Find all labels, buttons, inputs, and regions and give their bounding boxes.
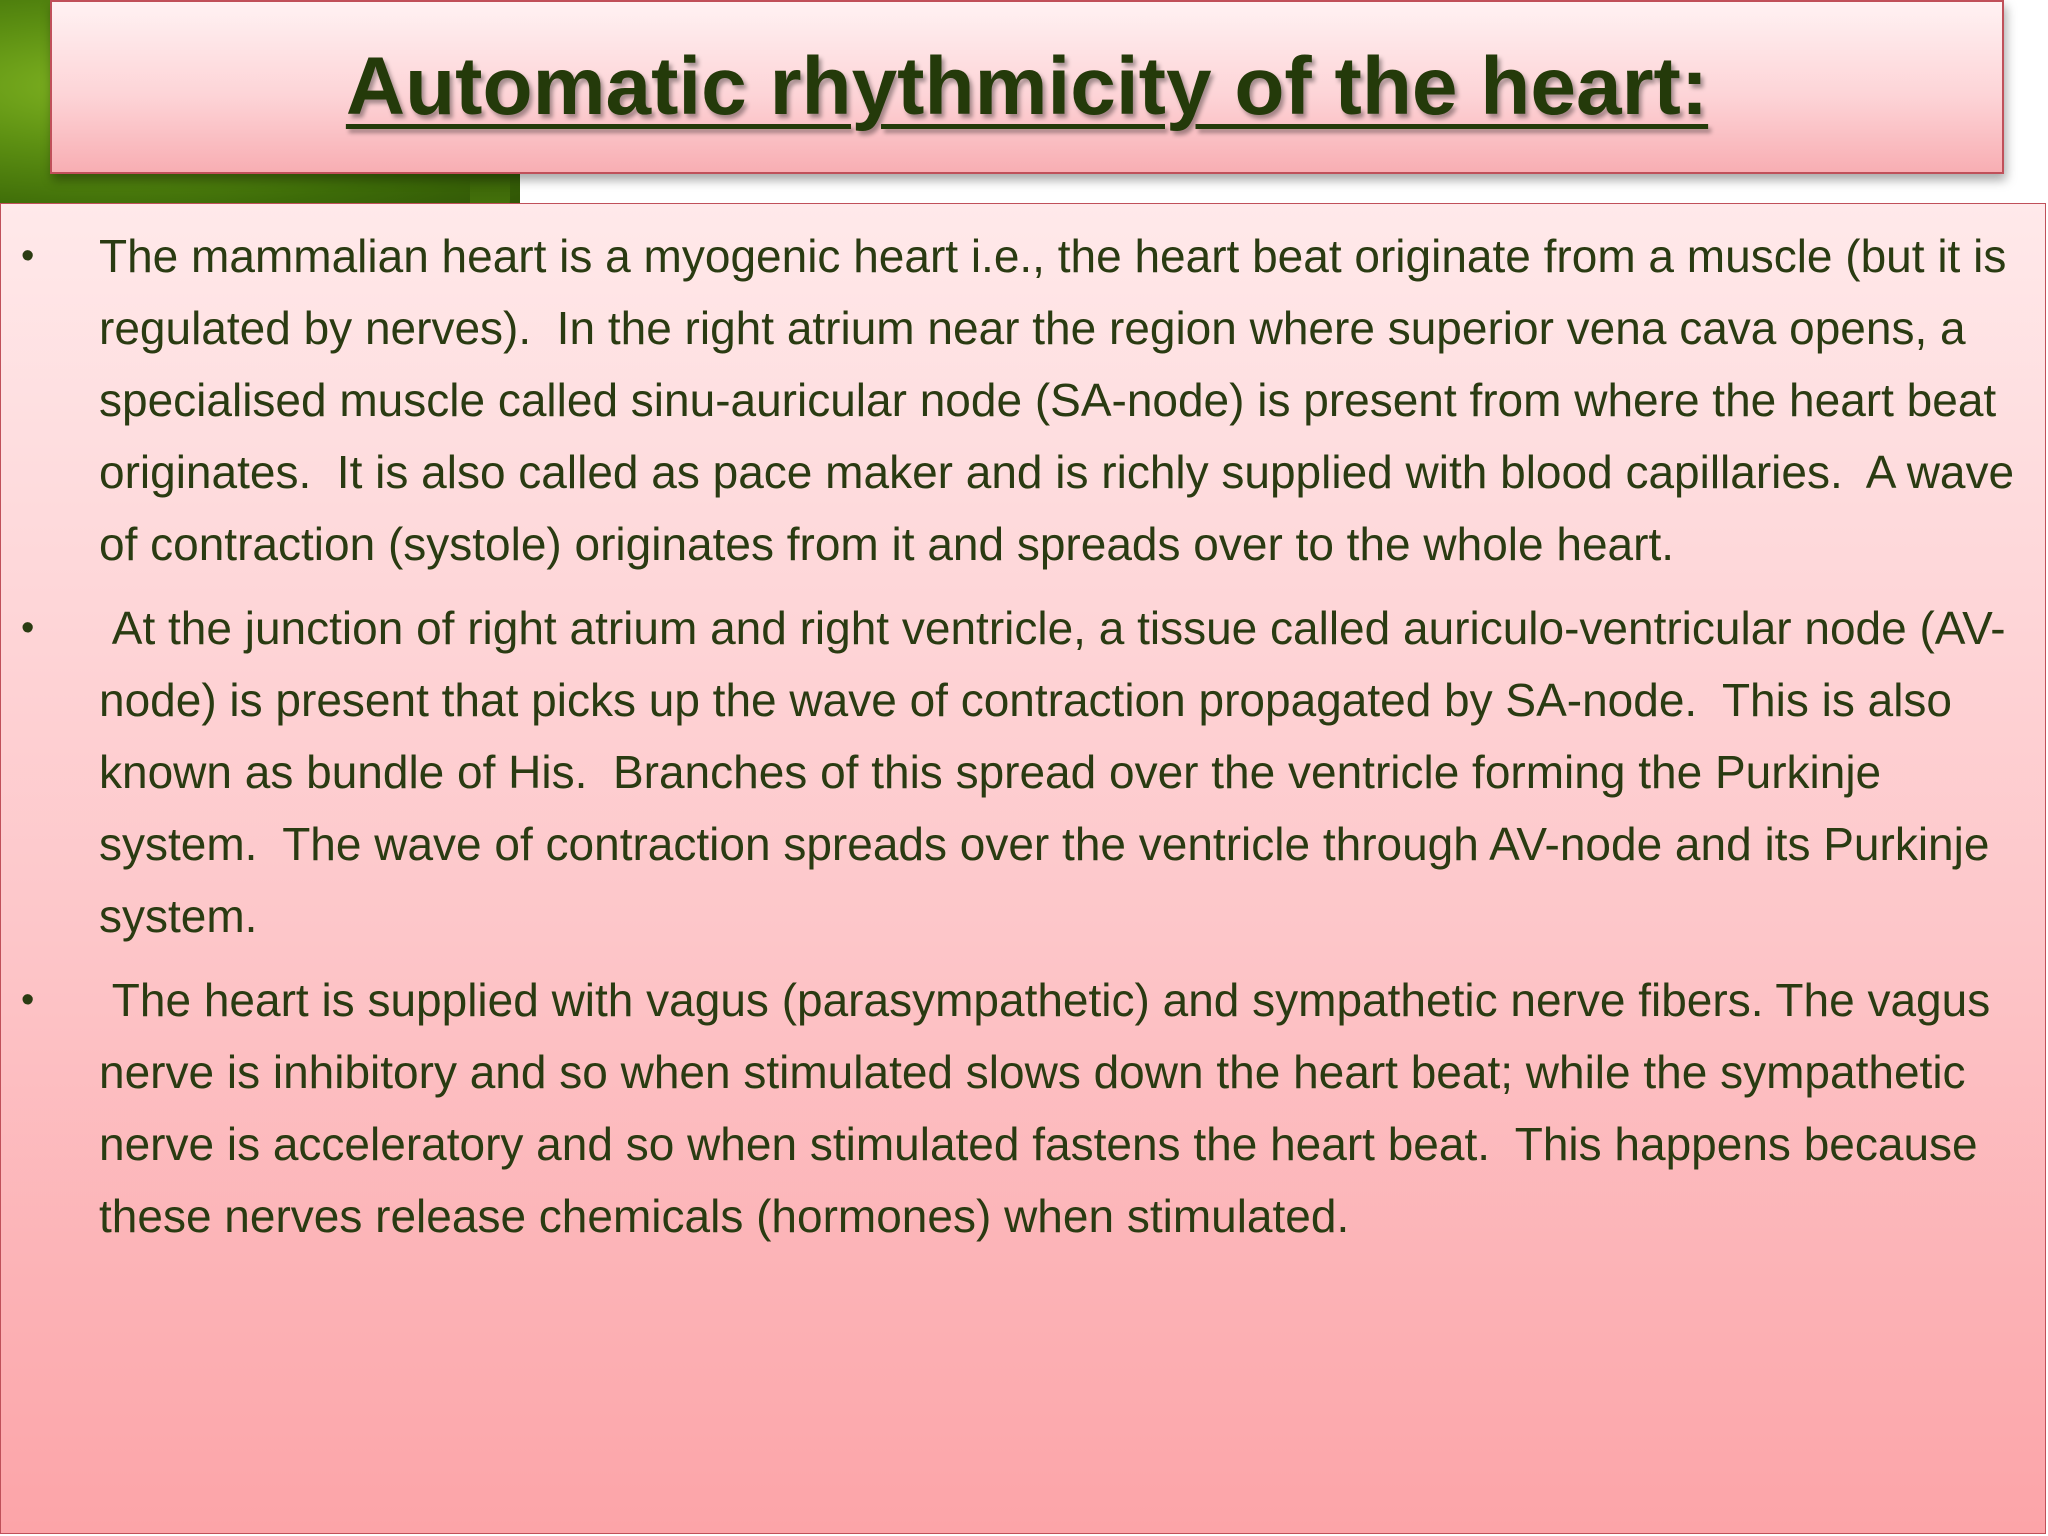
- content-panel: [0, 203, 2046, 1534]
- bullet-text: At the junction of right atrium and right ventricle, a tissue called auriculo-ventricular node (AV-node) is present that picks up the wave of contraction propagated by SA-node. This is also known as bundle of His. Branches of this spread over the ventricle forming the Purkinje system. The wave of contraction spreads over the ventricle through AV-node and its Purkinje system.: [99, 602, 2006, 942]
- slide-title: Automatic rhythmicity of the heart:: [345, 41, 1709, 132]
- bullet-text: The mammalian heart is a myogenic heart i.e., the heart beat originate from a muscle (but it is regulated by nerves). In the right atrium near the region where superior vena cava opens, a specialised muscle called sinu-auricular node (SA-node) is present from where the heart beat originates. It is also called as pace maker and is richly supplied with blood capillaries. A wave of contraction (systole) originates from it and spreads over to the whole heart.: [99, 230, 2027, 570]
- bullet-item: [1, 964, 2025, 1252]
- bullet-marker: •: [21, 979, 35, 1021]
- bullet-item: [1, 592, 2025, 952]
- bullet-marker: •: [21, 235, 35, 277]
- title-banner: [50, 0, 2004, 174]
- bullet-list: [1, 204, 2045, 1252]
- bullet-marker: •: [21, 607, 35, 649]
- bullet-item: [1, 220, 2025, 580]
- bullet-text: The heart is supplied with vagus (parasympathetic) and sympathetic nerve fibers. The vagus nerve is inhibitory and so when stimulated slows down the heart beat; while the sympathetic nerve is acceleratory and so when stimulated fastens the heart beat. This happens because these nerves release chemicals (hormones) when stimulated.: [99, 974, 2003, 1242]
